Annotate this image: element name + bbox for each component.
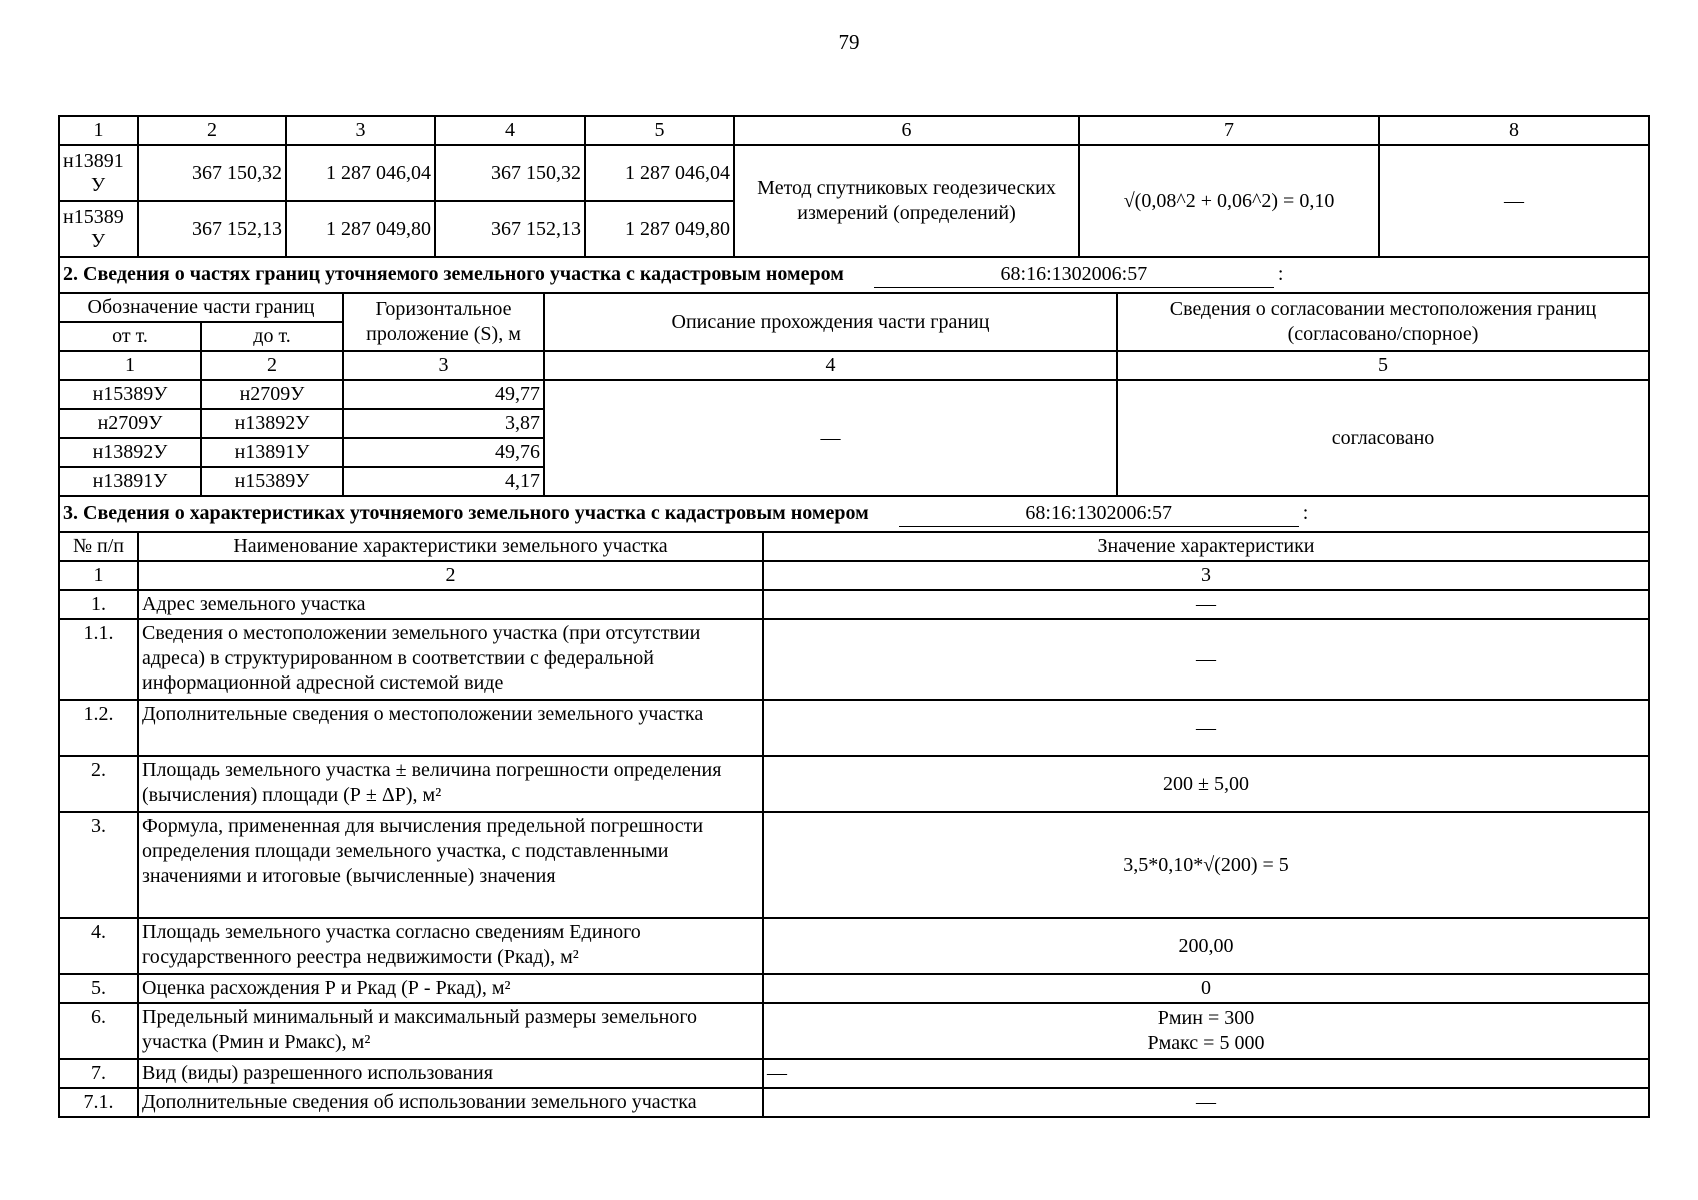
col-number: 2 bbox=[138, 116, 286, 145]
cadastral-number: 68:16:1302006:57 bbox=[899, 501, 1299, 527]
column-number-row bbox=[59, 561, 1649, 590]
point-name: н13891 У bbox=[59, 145, 138, 201]
characteristic-value: 200 ± 5,00 bbox=[763, 756, 1649, 812]
to-point: н13891У bbox=[201, 438, 343, 467]
characteristic-value: — bbox=[763, 590, 1649, 619]
coordinates-table bbox=[58, 115, 1650, 258]
characteristic-name: Оценка расхождения Р и Ркад (Р - Ркад), м² bbox=[138, 974, 763, 1003]
col-number: 8 bbox=[1379, 116, 1649, 145]
characteristic-name: Адрес земельного участка bbox=[138, 590, 763, 619]
characteristic-name: Дополнительные сведения об использовании земельного участка bbox=[138, 1088, 763, 1117]
coordinate-y: 1 287 046,04 bbox=[286, 145, 435, 201]
col-number: 1 bbox=[59, 116, 138, 145]
characteristic-value: Рмин = 300 Рмакс = 5 000 bbox=[763, 1003, 1649, 1059]
accuracy-cell: √(0,08^2 + 0,06^2) = 0,10 bbox=[1079, 145, 1379, 257]
name-header: Наименование характеристики земельного участка bbox=[138, 532, 763, 561]
characteristic-value: — bbox=[763, 619, 1649, 700]
col-number: 2 bbox=[201, 351, 343, 380]
coordinate-x: 367 152,13 bbox=[435, 201, 585, 257]
cadastral-number: 68:16:1302006:57 bbox=[874, 262, 1274, 288]
to-point: н13892У bbox=[201, 409, 343, 438]
row-number: 4. bbox=[59, 918, 138, 974]
column-number-row bbox=[59, 351, 1649, 380]
table-row bbox=[59, 590, 1649, 619]
value-header: Значение характеристики bbox=[763, 532, 1649, 561]
coordinate-y: 1 287 046,04 bbox=[585, 145, 734, 201]
coordinate-x: 367 152,13 bbox=[138, 201, 286, 257]
row-number: 2. bbox=[59, 756, 138, 812]
row-number: 7.1. bbox=[59, 1088, 138, 1117]
col-number: 5 bbox=[1117, 351, 1649, 380]
from-point: н2709У bbox=[59, 409, 201, 438]
characteristic-name: Предельный минимальный и максимальный размеры земельного участка (Рмин и Рмакс), м² bbox=[138, 1003, 763, 1059]
row-number: 5. bbox=[59, 974, 138, 1003]
column-number-row bbox=[59, 116, 1649, 145]
point-name: н15389 У bbox=[59, 201, 138, 257]
characteristic-name: Площадь земельного участка ± величина погрешности определения (вычисления) площади (Р ± ΔР), м² bbox=[138, 756, 763, 812]
description-value: — bbox=[544, 380, 1117, 496]
section-2-title-row bbox=[59, 257, 1649, 293]
table-row bbox=[59, 974, 1649, 1003]
characteristic-value: 200,00 bbox=[763, 918, 1649, 974]
table-row bbox=[59, 700, 1649, 756]
distance: 3,87 bbox=[343, 409, 544, 438]
page-number: 79 bbox=[838, 30, 860, 54]
table-row bbox=[59, 145, 1649, 201]
to-header: до т. bbox=[201, 322, 343, 351]
col-number: 4 bbox=[544, 351, 1117, 380]
header-row bbox=[59, 293, 1649, 322]
table-row bbox=[59, 918, 1649, 974]
table-row bbox=[59, 1088, 1649, 1117]
from-point: н13892У bbox=[59, 438, 201, 467]
characteristic-name: Вид (виды) разрешенного использования bbox=[138, 1059, 763, 1088]
method-cell: Метод спутниковых геодезических измерений (определений) bbox=[734, 145, 1079, 257]
agreement-header: Сведения о согласовании местоположения границ (согласовано/спорное) bbox=[1117, 293, 1649, 351]
part-designation-header: Обозначение части границ bbox=[59, 293, 343, 322]
col8-cell: — bbox=[1379, 145, 1649, 257]
document-body bbox=[58, 115, 1648, 1118]
characteristics-table bbox=[58, 495, 1650, 1118]
table-row bbox=[59, 812, 1649, 918]
section-2-title: 2. Сведения о частях границ уточняемого земельного участка с кадастровым номером 68:16:1302006:57 : bbox=[59, 257, 1649, 293]
table-row bbox=[59, 619, 1649, 700]
distance: 49,76 bbox=[343, 438, 544, 467]
from-point: н15389У bbox=[59, 380, 201, 409]
col-number: 3 bbox=[763, 561, 1649, 590]
table-row bbox=[59, 1003, 1649, 1059]
characteristic-value: — bbox=[763, 1059, 1649, 1088]
num-header: № п/п bbox=[59, 532, 138, 561]
to-point: н2709У bbox=[201, 380, 343, 409]
characteristic-name: Дополнительные сведения о местоположении земельного участка bbox=[138, 700, 763, 756]
table-row bbox=[59, 756, 1649, 812]
horizontal-header: Горизонтальное проложение (S), м bbox=[343, 293, 544, 351]
characteristic-name: Сведения о местоположении земельного участка (при отсутствии адреса) в структурированном в соответствии с федеральной информационной адресной системой виде bbox=[138, 619, 763, 700]
description-header: Описание прохождения части границ bbox=[544, 293, 1117, 351]
distance: 49,77 bbox=[343, 380, 544, 409]
agreement-value: согласовано bbox=[1117, 380, 1649, 496]
col-number: 2 bbox=[138, 561, 763, 590]
col-number: 6 bbox=[734, 116, 1079, 145]
from-header: от т. bbox=[59, 322, 201, 351]
row-number: 7. bbox=[59, 1059, 138, 1088]
col-number: 7 bbox=[1079, 116, 1379, 145]
distance: 4,17 bbox=[343, 467, 544, 496]
row-number: 1.2. bbox=[59, 700, 138, 756]
coordinate-y: 1 287 049,80 bbox=[286, 201, 435, 257]
row-number: 1.1. bbox=[59, 619, 138, 700]
col-number: 3 bbox=[343, 351, 544, 380]
col-number: 4 bbox=[435, 116, 585, 145]
section-3-title-row bbox=[59, 496, 1649, 532]
coordinate-y: 1 287 049,80 bbox=[585, 201, 734, 257]
row-number: 1. bbox=[59, 590, 138, 619]
from-point: н13891У bbox=[59, 467, 201, 496]
table-row bbox=[59, 380, 1649, 409]
characteristic-value: — bbox=[763, 700, 1649, 756]
characteristic-value: 3,5*0,10*√(200) = 5 bbox=[763, 812, 1649, 918]
header-row bbox=[59, 532, 1649, 561]
characteristic-name: Формула, примененная для вычисления предельной погрешности определения площади земельного участка, с подставленными значениями и итоговые (вычисленные) значения bbox=[138, 812, 763, 918]
to-point: н15389У bbox=[201, 467, 343, 496]
coordinate-x: 367 150,32 bbox=[435, 145, 585, 201]
section-3-title: 3. Сведения о характеристиках уточняемого земельного участка с кадастровым номером 68:16:1302006:57 : bbox=[59, 496, 1649, 532]
characteristic-name: Площадь земельного участка согласно сведениям Единого государственного реестра недвижимости (Ркад), м² bbox=[138, 918, 763, 974]
col-number: 1 bbox=[59, 561, 138, 590]
row-number: 3. bbox=[59, 812, 138, 918]
characteristic-value: 0 bbox=[763, 974, 1649, 1003]
col-number: 1 bbox=[59, 351, 201, 380]
characteristic-value: — bbox=[763, 1088, 1649, 1117]
coordinate-x: 367 150,32 bbox=[138, 145, 286, 201]
row-number: 6. bbox=[59, 1003, 138, 1059]
boundary-parts-table bbox=[58, 256, 1650, 497]
table-row bbox=[59, 1059, 1649, 1088]
col-number: 5 bbox=[585, 116, 734, 145]
col-number: 3 bbox=[286, 116, 435, 145]
